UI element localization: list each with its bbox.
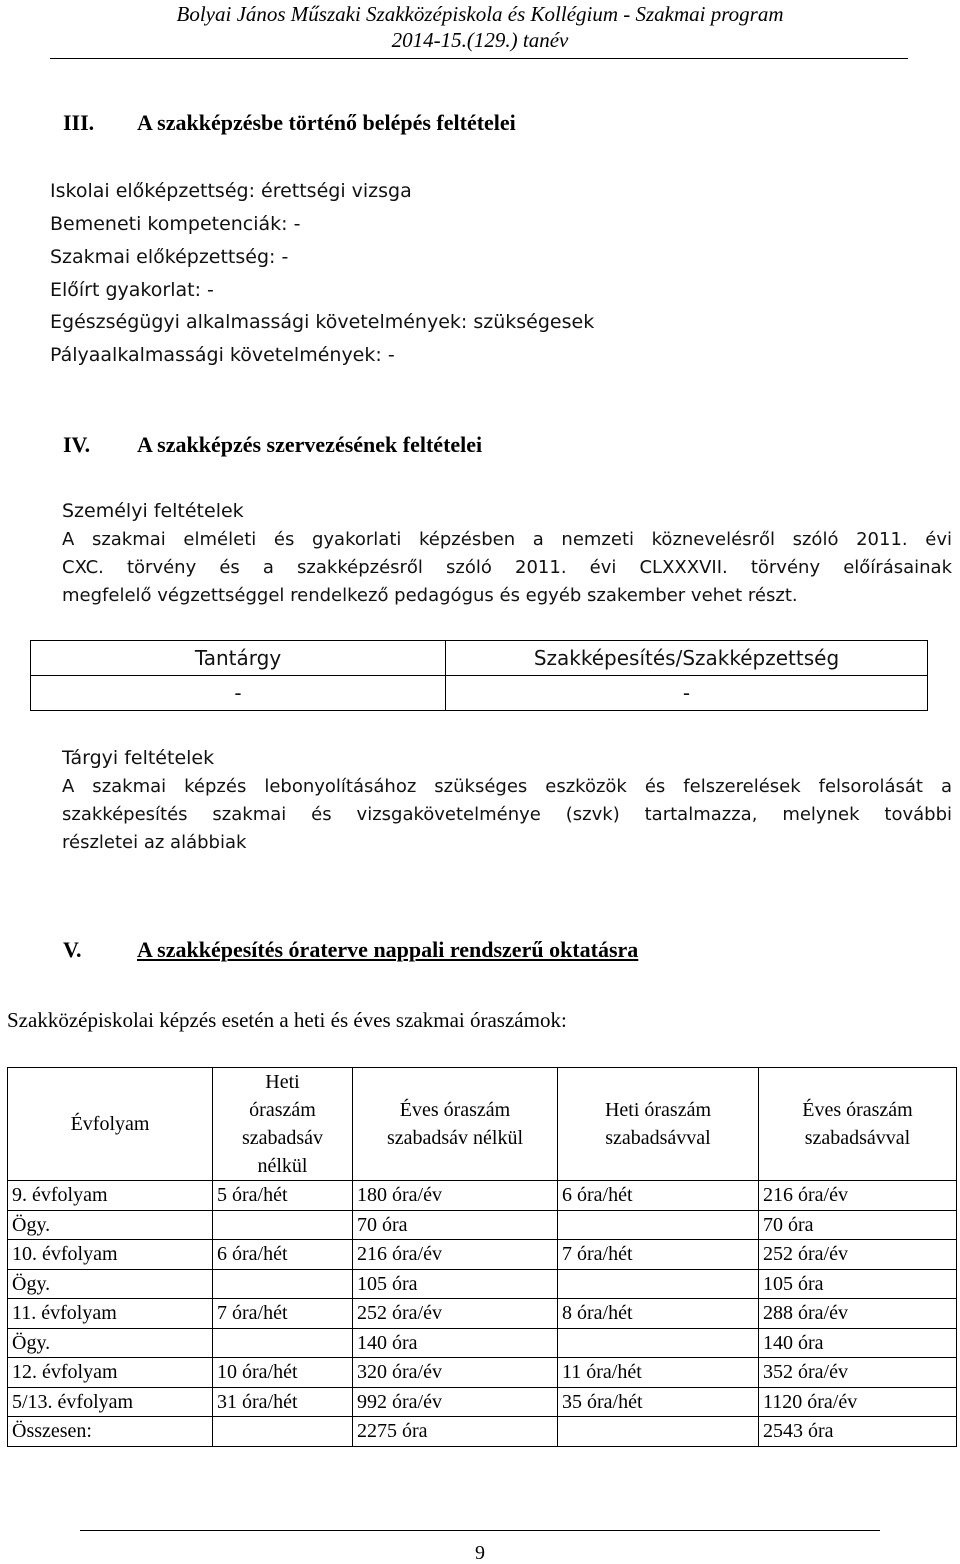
table-row <box>8 1328 957 1358</box>
table-cell: 252 óra/év <box>759 1240 957 1270</box>
table-cell <box>213 1210 353 1240</box>
section-5-title: A szakképesítés óraterve nappali rendszerű oktatásra <box>137 937 639 962</box>
header-cell-weekly-without: Heti óraszám szabadsáv nélkül <box>213 1068 353 1181</box>
table-row <box>8 1181 957 1211</box>
table-cell: 352 óra/év <box>759 1358 957 1388</box>
header-cell-grade: Évfolyam <box>8 1068 213 1181</box>
entry-requirement: Egészségügyi alkalmassági követelmények: szükségesek <box>50 311 595 333</box>
table-cell: 11 óra/hét <box>558 1358 759 1388</box>
table-cell: 105 óra <box>759 1269 957 1299</box>
table-cell: - <box>31 676 446 711</box>
table-cell: 288 óra/év <box>759 1299 957 1329</box>
table-cell: 140 óra <box>759 1328 957 1358</box>
table-cell: Ögy. <box>8 1210 213 1240</box>
table-cell <box>213 1417 353 1447</box>
section-3-number: III. <box>63 110 95 135</box>
header-cell-subject: Tantárgy <box>31 641 446 676</box>
personal-conditions-paragraph <box>62 526 952 610</box>
paragraph-line: A szakmai elméleti és gyakorlati képzésben a nemzeti köznevelésről szóló 2011. évi <box>62 529 952 550</box>
table-row <box>8 1269 957 1299</box>
paragraph-line: szakképesítés szakmai és vizsgakövetelménye (szvk) tartalmazza, melynek további <box>62 804 952 825</box>
header-cell-weekly-with: Heti óraszám szabadsávval <box>558 1068 759 1181</box>
table-cell <box>213 1269 353 1299</box>
entry-requirement: Szakmai előképzettség: - <box>50 246 289 268</box>
table-cell: 5 óra/hét <box>213 1181 353 1211</box>
table-cell: 216 óra/év <box>353 1240 558 1270</box>
table-cell: 8 óra/hét <box>558 1299 759 1329</box>
table-cell: 6 óra/hét <box>558 1181 759 1211</box>
section-3-title: A szakképzésbe történő belépés feltételei <box>137 110 516 135</box>
table-cell: Ögy. <box>8 1328 213 1358</box>
entry-requirement: Bemeneti kompetenciák: - <box>50 213 301 235</box>
header-divider <box>50 58 908 59</box>
hours-table <box>7 1067 957 1447</box>
table-cell <box>558 1328 759 1358</box>
document-header-line1: Bolyai János Műszaki Szakközépiskola és Kollégium - Szakmai program <box>176 2 784 26</box>
table-cell: 70 óra <box>759 1210 957 1240</box>
table-row <box>8 1358 957 1388</box>
table-cell: 992 óra/év <box>353 1387 558 1417</box>
table-cell: 31 óra/hét <box>213 1387 353 1417</box>
hours-intro: Szakközépiskolai képzés esetén a heti és éves szakmai óraszámok: <box>7 1008 567 1032</box>
header-cell-qualification: Szakképesítés/Szakképzettség <box>446 641 928 676</box>
material-conditions-heading: Tárgyi feltételek <box>62 747 215 769</box>
table-row <box>8 1299 957 1329</box>
hours-table-body <box>8 1181 957 1447</box>
page-number: 9 <box>475 1542 485 1564</box>
table-cell: 12. évfolyam <box>8 1358 213 1388</box>
table-row <box>8 1387 957 1417</box>
paragraph-line: részletei az alábbiak <box>62 832 247 853</box>
paragraph-line: megfelelő végzettséggel rendelkező pedagógus és egyéb szakember vehet részt. <box>62 585 798 606</box>
table-cell: 320 óra/év <box>353 1358 558 1388</box>
table-row <box>8 1417 957 1447</box>
table-cell: 1120 óra/év <box>759 1387 957 1417</box>
table-cell <box>558 1417 759 1447</box>
material-conditions-paragraph <box>62 773 952 857</box>
table-cell: Összesen: <box>8 1417 213 1447</box>
table-cell: 9. évfolyam <box>8 1181 213 1211</box>
table-cell: Ögy. <box>8 1269 213 1299</box>
table-row <box>8 1240 957 1270</box>
entry-requirement: Pályaalkalmassági követelmények: - <box>50 344 395 366</box>
entry-requirement: Iskolai előképzettség: érettségi vizsga <box>50 180 412 202</box>
table-cell: 180 óra/év <box>353 1181 558 1211</box>
table-cell: 5/13. évfolyam <box>8 1387 213 1417</box>
section-4-number: IV. <box>63 432 91 457</box>
table-cell: 70 óra <box>353 1210 558 1240</box>
personal-conditions-heading: Személyi feltételek <box>62 500 244 522</box>
header-cell-yearly-with: Éves óraszám szabadsávval <box>759 1068 957 1181</box>
table-cell: 252 óra/év <box>353 1299 558 1329</box>
footer-divider <box>80 1530 880 1531</box>
table-row <box>8 1210 957 1240</box>
paragraph-line: CXC. törvény és a szakképzésről szóló 2011. évi CLXXXVII. törvény előírásainak <box>62 557 952 578</box>
table-cell: 7 óra/hét <box>213 1299 353 1329</box>
section-5-number: V. <box>63 937 82 962</box>
table-cell: 216 óra/év <box>759 1181 957 1211</box>
table-cell: 11. évfolyam <box>8 1299 213 1329</box>
table-cell: 140 óra <box>353 1328 558 1358</box>
table-cell: 7 óra/hét <box>558 1240 759 1270</box>
table-cell: 2275 óra <box>353 1417 558 1447</box>
table-cell <box>558 1210 759 1240</box>
table-row <box>31 676 928 711</box>
staff-table <box>30 640 928 711</box>
paragraph-line: A szakmai képzés lebonyolításához szükséges eszközök és felszerelések felsorolását a <box>62 776 952 797</box>
table-cell: 35 óra/hét <box>558 1387 759 1417</box>
table-cell: 2543 óra <box>759 1417 957 1447</box>
header-cell-yearly-without: Éves óraszám szabadsáv nélkül <box>353 1068 558 1181</box>
entry-requirement: Előírt gyakorlat: - <box>50 279 214 301</box>
table-cell: 105 óra <box>353 1269 558 1299</box>
section-4-title: A szakképzés szervezésének feltételei <box>137 432 483 457</box>
table-cell: 10 óra/hét <box>213 1358 353 1388</box>
table-header-row <box>8 1068 957 1181</box>
table-cell: 6 óra/hét <box>213 1240 353 1270</box>
document-header-line2: 2014-15.(129.) tanév <box>391 28 569 52</box>
table-cell: 10. évfolyam <box>8 1240 213 1270</box>
table-header-row <box>31 641 928 676</box>
table-cell <box>558 1269 759 1299</box>
table-cell <box>213 1328 353 1358</box>
table-cell: - <box>446 676 928 711</box>
